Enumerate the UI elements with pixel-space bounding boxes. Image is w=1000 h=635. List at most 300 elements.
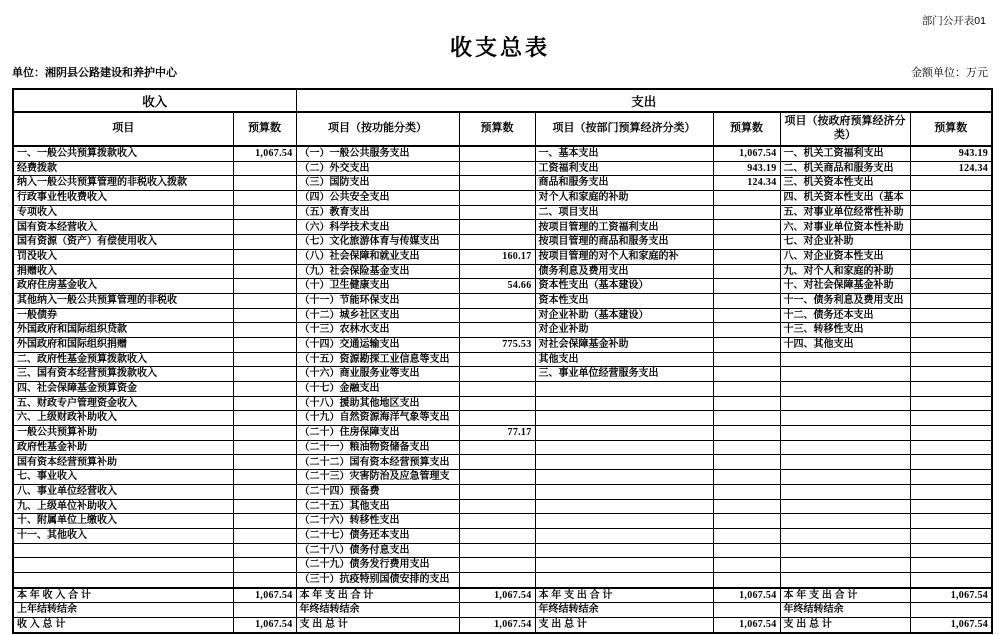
row-label: 专项收入 xyxy=(13,205,233,220)
row-label xyxy=(535,440,713,455)
table-row xyxy=(13,264,992,279)
row-label: （二十八）债务付息支出 xyxy=(296,543,459,558)
row-amount xyxy=(910,249,992,264)
row-amount xyxy=(910,264,992,279)
row-label: （十九）自然资源海洋气象等支出 xyxy=(296,411,459,426)
row-label: 年终结转结余 xyxy=(296,603,459,618)
page-title: 收支总表 xyxy=(449,35,550,60)
row-amount xyxy=(459,440,535,455)
row-amount xyxy=(233,367,296,382)
row-label: 资本性支出（基本建设） xyxy=(535,279,713,294)
row-amount: 1,067.54 xyxy=(713,618,780,633)
row-amount xyxy=(233,558,296,573)
row-amount xyxy=(459,235,535,250)
table-row xyxy=(13,279,992,294)
row-amount xyxy=(233,543,296,558)
row-label xyxy=(780,543,910,558)
row-label: 年终结转结余 xyxy=(535,603,713,618)
row-label xyxy=(535,382,713,397)
row-amount xyxy=(910,514,992,529)
row-amount xyxy=(233,382,296,397)
row-label: 六、上级财政补助收入 xyxy=(13,411,233,426)
row-label xyxy=(535,455,713,470)
row-label: （十一）节能环保支出 xyxy=(296,293,459,308)
row-label: （八）社会保障和就业支出 xyxy=(296,249,459,264)
row-label: （十四）交通运输支出 xyxy=(296,337,459,352)
row-label xyxy=(535,484,713,499)
row-label: 国有资本经营预算补助 xyxy=(13,455,233,470)
row-label xyxy=(535,499,713,514)
row-label: 支 出 总 计 xyxy=(296,618,459,633)
row-label: （二十四）预备费 xyxy=(296,484,459,499)
row-amount xyxy=(910,191,992,206)
row-amount xyxy=(233,279,296,294)
row-label: 支 出 总 计 xyxy=(780,618,910,633)
table-row xyxy=(13,411,992,426)
table-row xyxy=(13,588,992,603)
col-header-dept-econ-budget: 预算数 xyxy=(713,112,780,146)
table-row xyxy=(13,618,992,633)
group-header-row xyxy=(13,89,992,112)
row-amount xyxy=(910,396,992,411)
row-amount: 1,067.54 xyxy=(713,146,780,161)
row-label: （十三）农林水支出 xyxy=(296,323,459,338)
row-amount: 943.19 xyxy=(713,161,780,176)
table-row xyxy=(13,440,992,455)
table-row xyxy=(13,323,992,338)
row-amount: 1,067.54 xyxy=(910,588,992,603)
row-amount xyxy=(713,440,780,455)
budget-table-body xyxy=(13,146,992,633)
row-label: （三十）抗疫特别国债安排的支出 xyxy=(296,572,459,587)
row-amount xyxy=(910,352,992,367)
row-amount xyxy=(910,235,992,250)
row-label xyxy=(780,382,910,397)
row-label: 九、上级单位补助收入 xyxy=(13,499,233,514)
row-label: 资本性支出 xyxy=(535,293,713,308)
col-header-income-item: 项目 xyxy=(13,112,233,146)
row-label xyxy=(13,558,233,573)
row-label xyxy=(780,440,910,455)
row-label: 八、对企业资本性支出 xyxy=(780,249,910,264)
table-row xyxy=(13,603,992,618)
unit-label: 单位：湘阴县公路建设和养护中心 xyxy=(12,67,177,79)
row-amount xyxy=(233,264,296,279)
table-row xyxy=(13,470,992,485)
row-label: 八、事业单位经营收入 xyxy=(13,484,233,499)
row-amount: 775.53 xyxy=(459,337,535,352)
row-label: 政府性基金补助 xyxy=(13,440,233,455)
sheet-tag: 部门公开表01 xyxy=(921,15,986,27)
row-label xyxy=(535,558,713,573)
row-amount xyxy=(459,205,535,220)
row-amount xyxy=(459,603,535,618)
row-amount xyxy=(233,411,296,426)
row-amount xyxy=(910,293,992,308)
row-amount xyxy=(459,308,535,323)
row-label: 七、事业收入 xyxy=(13,470,233,485)
row-amount xyxy=(713,572,780,587)
row-label: 收 入 总 计 xyxy=(13,618,233,633)
row-amount xyxy=(459,352,535,367)
row-label: 二、政府性基金预算拨款收入 xyxy=(13,352,233,367)
table-row xyxy=(13,161,992,176)
row-amount xyxy=(233,426,296,441)
row-amount xyxy=(910,499,992,514)
income-group-header: 收入 xyxy=(13,89,296,112)
table-row xyxy=(13,220,992,235)
row-label: 二、项目支出 xyxy=(535,205,713,220)
row-label: 对社会保障基金补助 xyxy=(535,337,713,352)
row-amount xyxy=(233,191,296,206)
table-row xyxy=(13,337,992,352)
row-label: 十、附属单位上缴收入 xyxy=(13,514,233,529)
row-amount: 1,067.54 xyxy=(910,618,992,633)
row-label: （十六）商业服务业等支出 xyxy=(296,367,459,382)
table-row xyxy=(13,235,992,250)
row-amount xyxy=(233,484,296,499)
row-label: （五）教育支出 xyxy=(296,205,459,220)
row-label: （十七）金融支出 xyxy=(296,382,459,397)
row-label xyxy=(535,543,713,558)
table-row xyxy=(13,352,992,367)
row-label: 四、机关资本性支出（基本 xyxy=(780,191,910,206)
table-row xyxy=(13,146,992,161)
row-label xyxy=(780,558,910,573)
row-label: 十三、转移性支出 xyxy=(780,323,910,338)
row-label: 四、社会保障基金预算资金 xyxy=(13,382,233,397)
row-label: 对企业补助 xyxy=(535,323,713,338)
row-label: （二）外交支出 xyxy=(296,161,459,176)
row-amount xyxy=(459,323,535,338)
row-label xyxy=(780,528,910,543)
row-label: 对企业补助（基本建设） xyxy=(535,308,713,323)
row-label: 十二、债务还本支出 xyxy=(780,308,910,323)
row-amount xyxy=(459,220,535,235)
row-label: 十、对社会保障基金补助 xyxy=(780,279,910,294)
table-row xyxy=(13,543,992,558)
row-label xyxy=(780,367,910,382)
col-header-dept-econ-item: 项目（按部门预算经济分类） xyxy=(535,112,713,146)
row-label: （二十三）灾害防治及应急管理支 xyxy=(296,470,459,485)
table-row xyxy=(13,205,992,220)
row-amount xyxy=(233,528,296,543)
row-amount xyxy=(233,470,296,485)
row-label xyxy=(780,426,910,441)
row-amount xyxy=(233,235,296,250)
row-label: 国有资本经营收入 xyxy=(13,220,233,235)
row-label xyxy=(535,396,713,411)
row-label: 三、事业单位经营服务支出 xyxy=(535,367,713,382)
row-label: 五、对事业单位经常性补助 xyxy=(780,205,910,220)
row-label: 按项目管理的商品和服务支出 xyxy=(535,235,713,250)
row-label: 按项目管理的工资福利支出 xyxy=(535,220,713,235)
row-label xyxy=(780,572,910,587)
row-amount xyxy=(713,337,780,352)
row-label: （四）公共安全支出 xyxy=(296,191,459,206)
row-amount xyxy=(233,205,296,220)
table-row xyxy=(13,293,992,308)
row-label xyxy=(535,528,713,543)
row-label: （一）一般公共服务支出 xyxy=(296,146,459,161)
row-amount xyxy=(459,514,535,529)
row-amount xyxy=(910,337,992,352)
row-label xyxy=(780,499,910,514)
row-amount xyxy=(713,235,780,250)
row-label: 五、财政专户管理资金收入 xyxy=(13,396,233,411)
row-label: （三）国防支出 xyxy=(296,176,459,191)
row-label xyxy=(13,572,233,587)
row-label: 行政事业性收费收入 xyxy=(13,191,233,206)
row-amount xyxy=(459,455,535,470)
table-row xyxy=(13,191,992,206)
row-label: 捐赠收入 xyxy=(13,264,233,279)
row-label: 七、对企业补助 xyxy=(780,235,910,250)
table-row xyxy=(13,514,992,529)
row-amount: 943.19 xyxy=(910,146,992,161)
table-row xyxy=(13,572,992,587)
row-label: 支 出 总 计 xyxy=(535,618,713,633)
row-label: 债务利息及费用支出 xyxy=(535,264,713,279)
expenditure-group-header: 支出 xyxy=(296,89,992,112)
col-header-gov-econ-item: 项目（按政府预算经济分类） xyxy=(780,112,910,146)
row-amount xyxy=(713,249,780,264)
row-amount xyxy=(910,572,992,587)
row-amount xyxy=(910,558,992,573)
row-label: 经费拨款 xyxy=(13,161,233,176)
row-label: （二十二）国有资本经营预算支出 xyxy=(296,455,459,470)
row-amount xyxy=(713,470,780,485)
row-amount xyxy=(910,205,992,220)
row-amount xyxy=(233,308,296,323)
row-label: （二十一）粮油物资储备支出 xyxy=(296,440,459,455)
row-amount: 1,067.54 xyxy=(233,588,296,603)
row-amount xyxy=(910,220,992,235)
row-label: （十八）援助其他地区支出 xyxy=(296,396,459,411)
row-label: 年终结转结余 xyxy=(780,603,910,618)
row-amount xyxy=(233,455,296,470)
row-amount xyxy=(713,205,780,220)
table-row xyxy=(13,455,992,470)
row-amount: 54.66 xyxy=(459,279,535,294)
row-label: 外国政府和国际组织贷款 xyxy=(13,323,233,338)
row-amount xyxy=(713,499,780,514)
row-amount xyxy=(233,499,296,514)
row-label: 本 年 收 入 合 计 xyxy=(13,588,233,603)
row-amount xyxy=(713,382,780,397)
row-amount xyxy=(910,440,992,455)
column-header-row xyxy=(13,112,992,146)
row-label: 一、机关工资福利支出 xyxy=(780,146,910,161)
row-amount xyxy=(459,382,535,397)
row-amount xyxy=(233,352,296,367)
row-amount xyxy=(713,323,780,338)
row-amount xyxy=(910,455,992,470)
row-amount xyxy=(910,308,992,323)
row-amount xyxy=(713,308,780,323)
row-amount xyxy=(713,396,780,411)
row-label: 三、机关资本性支出 xyxy=(780,176,910,191)
table-row xyxy=(13,176,992,191)
row-amount xyxy=(713,220,780,235)
row-amount xyxy=(233,514,296,529)
row-amount: 124.34 xyxy=(910,161,992,176)
row-label: 一、基本支出 xyxy=(535,146,713,161)
row-amount xyxy=(713,558,780,573)
row-amount xyxy=(910,367,992,382)
row-label: 政府住房基金收入 xyxy=(13,279,233,294)
row-label: 其他支出 xyxy=(535,352,713,367)
row-amount: 160.17 xyxy=(459,249,535,264)
row-amount xyxy=(459,572,535,587)
row-amount xyxy=(713,279,780,294)
row-amount xyxy=(459,367,535,382)
row-label: （二十九）债务发行费用支出 xyxy=(296,558,459,573)
row-label xyxy=(780,352,910,367)
row-label: 本 年 支 出 合 计 xyxy=(535,588,713,603)
budget-table xyxy=(12,88,993,634)
row-label: 一、一般公共预算拨款收入 xyxy=(13,146,233,161)
col-header-gov-econ-budget: 预算数 xyxy=(910,112,992,146)
row-amount xyxy=(910,603,992,618)
row-label: （二十七）债务还本支出 xyxy=(296,528,459,543)
row-amount: 1,067.54 xyxy=(233,618,296,633)
row-label: 上年结转结余 xyxy=(13,603,233,618)
row-label: 罚没收入 xyxy=(13,249,233,264)
amount-unit-label: 金额单位：万元 xyxy=(911,67,988,79)
row-label xyxy=(535,470,713,485)
col-header-income-budget: 预算数 xyxy=(233,112,296,146)
row-label xyxy=(13,543,233,558)
row-label: （二十）住房保障支出 xyxy=(296,426,459,441)
row-amount xyxy=(459,499,535,514)
row-amount xyxy=(459,161,535,176)
table-row xyxy=(13,396,992,411)
row-amount xyxy=(459,264,535,279)
row-label: （六）科学技术支出 xyxy=(296,220,459,235)
row-label: 十四、其他支出 xyxy=(780,337,910,352)
row-amount: 1,067.54 xyxy=(459,618,535,633)
row-label: 对个人和家庭的补助 xyxy=(535,191,713,206)
row-amount xyxy=(713,543,780,558)
row-label: （十二）城乡社区支出 xyxy=(296,308,459,323)
row-label: 工资福利支出 xyxy=(535,161,713,176)
row-amount xyxy=(233,337,296,352)
row-amount: 77.17 xyxy=(459,426,535,441)
row-amount xyxy=(713,411,780,426)
row-amount: 124.34 xyxy=(713,176,780,191)
table-row xyxy=(13,528,992,543)
row-label: 二、机关商品和服务支出 xyxy=(780,161,910,176)
row-label xyxy=(535,426,713,441)
row-amount: 1,067.54 xyxy=(233,146,296,161)
table-row xyxy=(13,308,992,323)
row-amount xyxy=(233,440,296,455)
col-header-func-budget: 预算数 xyxy=(459,112,535,146)
row-label xyxy=(535,572,713,587)
col-header-func-item: 项目（按功能分类） xyxy=(296,112,459,146)
row-amount: 1,067.54 xyxy=(713,588,780,603)
row-label: （十）卫生健康支出 xyxy=(296,279,459,294)
row-amount xyxy=(910,426,992,441)
row-amount xyxy=(713,603,780,618)
row-amount xyxy=(713,191,780,206)
row-amount xyxy=(459,176,535,191)
meta-row xyxy=(12,64,988,80)
row-amount xyxy=(459,528,535,543)
row-label: （二十六）转移性支出 xyxy=(296,514,459,529)
table-row xyxy=(13,367,992,382)
row-amount xyxy=(233,396,296,411)
row-amount xyxy=(910,323,992,338)
row-label: 十一、债务利息及费用支出 xyxy=(780,293,910,308)
row-label xyxy=(780,455,910,470)
row-amount xyxy=(910,279,992,294)
row-label xyxy=(535,514,713,529)
row-amount xyxy=(459,558,535,573)
row-amount xyxy=(459,293,535,308)
row-label: 国有资源（资产）有偿使用收入 xyxy=(13,235,233,250)
row-label: 商品和服务支出 xyxy=(535,176,713,191)
table-row xyxy=(13,426,992,441)
row-amount xyxy=(459,146,535,161)
table-row xyxy=(13,249,992,264)
row-amount xyxy=(233,249,296,264)
row-amount xyxy=(910,470,992,485)
row-amount xyxy=(910,484,992,499)
row-amount xyxy=(713,484,780,499)
row-amount xyxy=(233,220,296,235)
row-label xyxy=(535,411,713,426)
row-amount: 1,067.54 xyxy=(459,588,535,603)
row-label: 三、国有资本经营预算拨款收入 xyxy=(13,367,233,382)
row-amount xyxy=(713,367,780,382)
row-label: 一般公共预算补助 xyxy=(13,426,233,441)
row-label: 十一、其他收入 xyxy=(13,528,233,543)
row-label xyxy=(780,470,910,485)
table-row xyxy=(13,382,992,397)
row-label: 一般债券 xyxy=(13,308,233,323)
row-label: （十五）资源勘探工业信息等支出 xyxy=(296,352,459,367)
row-amount xyxy=(910,382,992,397)
row-amount xyxy=(459,484,535,499)
row-amount xyxy=(459,543,535,558)
row-label: 纳入一般公共预算管理的非税收入拨款 xyxy=(13,176,233,191)
row-amount xyxy=(713,514,780,529)
row-label: （二十五）其他支出 xyxy=(296,499,459,514)
row-amount xyxy=(910,528,992,543)
row-label: 六、对事业单位资本性补助 xyxy=(780,220,910,235)
row-label: 其他纳入一般公共预算管理的非税收 xyxy=(13,293,233,308)
row-amount xyxy=(459,470,535,485)
row-label xyxy=(780,396,910,411)
row-amount xyxy=(713,352,780,367)
row-label: 按项目管理的对个人和家庭的补 xyxy=(535,249,713,264)
row-label: （九）社会保险基金支出 xyxy=(296,264,459,279)
row-amount xyxy=(713,264,780,279)
row-amount xyxy=(233,572,296,587)
row-label: 外国政府和国际组织捐赠 xyxy=(13,337,233,352)
row-amount xyxy=(910,176,992,191)
row-label: 本 年 支 出 合 计 xyxy=(780,588,910,603)
row-amount xyxy=(459,396,535,411)
row-amount xyxy=(713,455,780,470)
row-amount xyxy=(233,603,296,618)
row-label xyxy=(780,411,910,426)
row-amount xyxy=(459,411,535,426)
row-amount xyxy=(713,528,780,543)
table-row xyxy=(13,558,992,573)
